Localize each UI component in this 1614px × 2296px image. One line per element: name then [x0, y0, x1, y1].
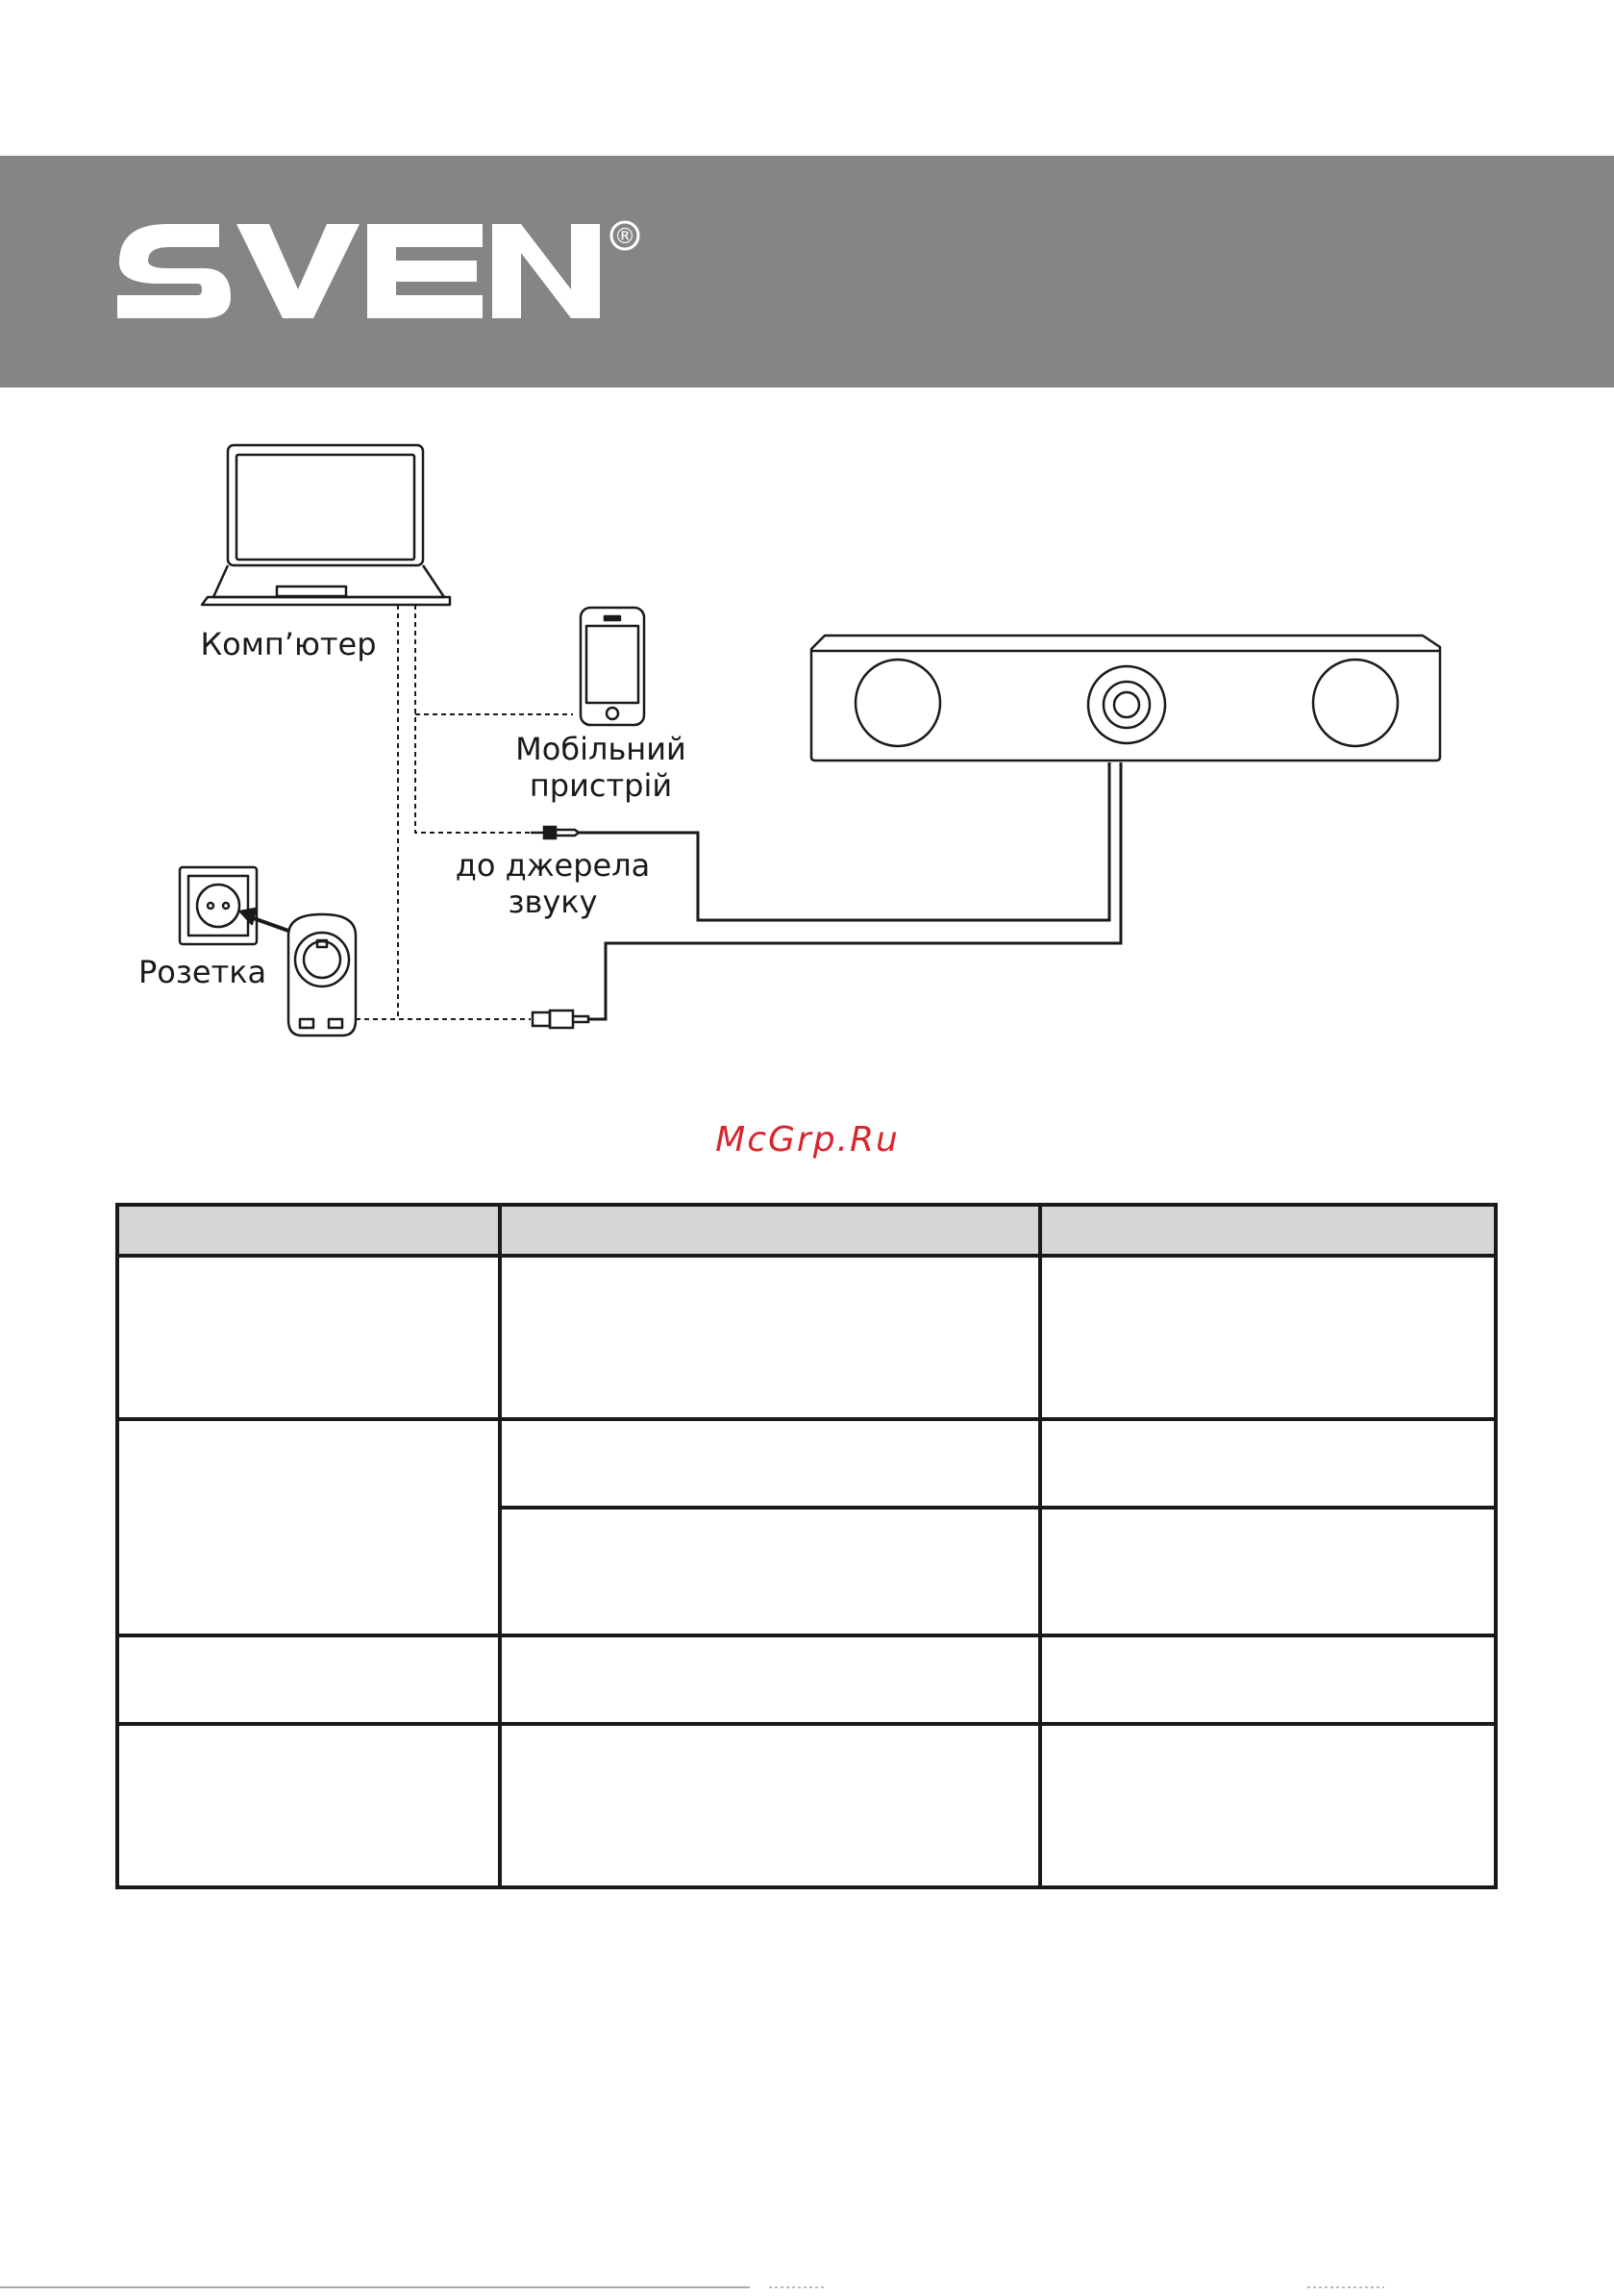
table-row — [117, 1419, 1496, 1508]
table-cell — [117, 1724, 500, 1887]
smartphone-icon — [581, 608, 644, 725]
socket-label: Розетка — [138, 954, 267, 990]
table-header-cell — [117, 1205, 500, 1256]
watermark: McGrp.Ru — [715, 1120, 900, 1160]
table-header-cell — [1040, 1205, 1496, 1256]
table-row — [117, 1256, 1496, 1419]
table-cell — [500, 1724, 1040, 1887]
connection-diagram — [0, 387, 1614, 1089]
computer-label: Комп’ютер — [200, 626, 377, 662]
brand-name: SVEN — [112, 207, 114, 208]
mobile-device-label: Мобільний пристрій — [515, 731, 686, 804]
table-cell — [500, 1508, 1040, 1635]
usb-power-adapter-icon — [288, 914, 356, 1036]
sven-logo-icon — [112, 207, 650, 332]
table-cell — [117, 1419, 500, 1635]
table-cell — [500, 1419, 1040, 1508]
table-cell — [1040, 1508, 1496, 1635]
table-header-cell — [500, 1205, 1040, 1256]
page-bottom-marks — [0, 2279, 1614, 2290]
audio-jack-icon — [531, 827, 579, 838]
table-cell — [1040, 1724, 1496, 1887]
table-header-row — [117, 1205, 1496, 1256]
table-cell — [500, 1635, 1040, 1724]
wall-socket-icon — [180, 867, 257, 944]
table-row — [117, 1635, 1496, 1724]
table-row — [117, 1724, 1496, 1887]
table-cell — [1040, 1256, 1496, 1419]
registered-mark: ® — [614, 225, 635, 249]
table-cell — [1040, 1635, 1496, 1724]
soundbar-icon — [811, 636, 1440, 761]
table-cell — [500, 1256, 1040, 1419]
table-cell — [117, 1635, 500, 1724]
table-cell — [1040, 1419, 1496, 1508]
spec-table — [115, 1203, 1498, 1889]
table-cell — [117, 1256, 500, 1419]
audio-source-label: до джерела звуку — [455, 847, 651, 920]
laptop-icon — [202, 445, 450, 605]
brand-logo — [112, 207, 650, 332]
usb-plug-icon — [533, 1011, 588, 1028]
